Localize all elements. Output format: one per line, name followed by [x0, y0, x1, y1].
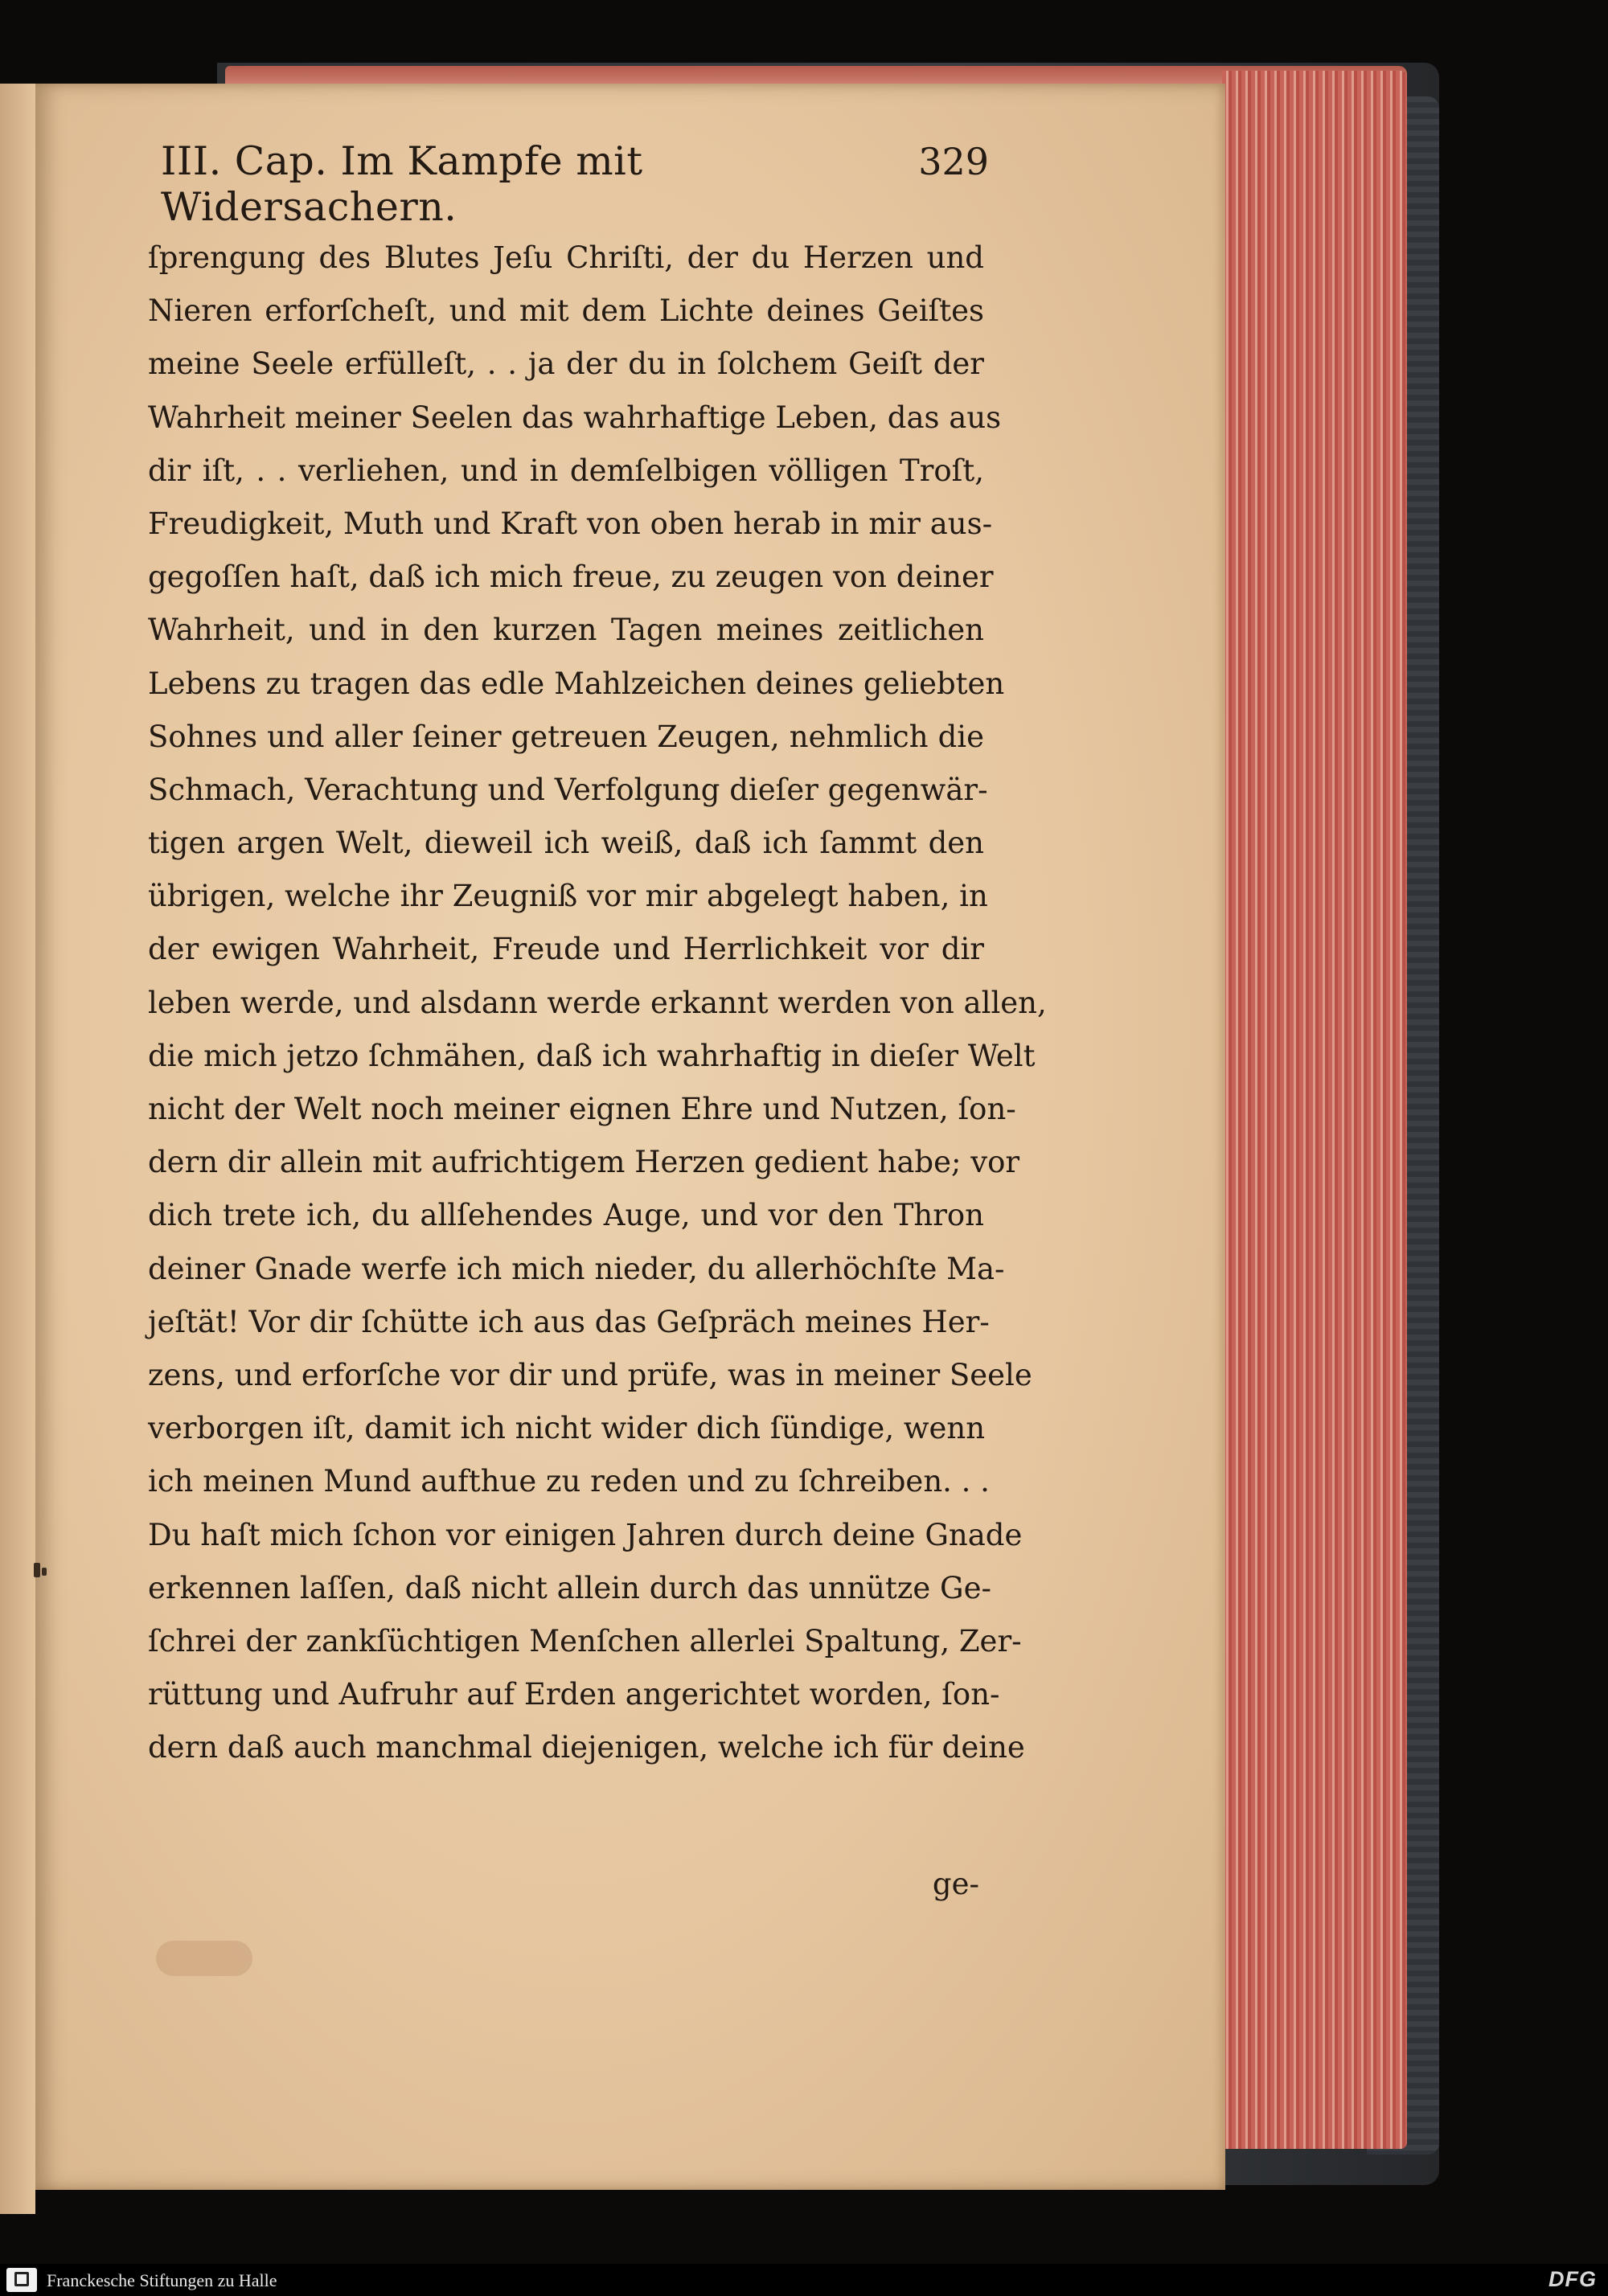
body-text — [148, 232, 1047, 1774]
text-line: Schmach, Verachtung und Verfolgung dieſer gegenwär- — [148, 772, 988, 807]
text-line: zens, und erforſche vor dir und prüfe, was in meiner Seele — [148, 1357, 1032, 1392]
dfg-logo: DFG — [1549, 2267, 1597, 2291]
text-line: die mich jetzo ſchmähen, daß ich wahrhaftig in dieſer Welt — [148, 1038, 1036, 1073]
text-line: verborgen iſt, damit ich nicht wider dich ſündige, wenn — [148, 1411, 986, 1446]
text-line: ſprengung des Blutes Jeſu Chriſti, der du Herzen und — [148, 240, 984, 275]
text-line: dich trete ich, du allſehendes Auge, und vor den Thron — [148, 1198, 984, 1233]
text-line: leben werde, und alsdann werde erkannt werden von allen, — [148, 985, 1047, 1020]
page-number: 329 — [918, 140, 989, 183]
text-line: erkennen laſſen, daß nicht allein durch das unnütze Ge- — [148, 1570, 991, 1605]
footer-bar — [0, 2264, 1608, 2296]
text-line: tigen argen Welt, dieweil ich weiß, daß ich ſammt den — [148, 826, 984, 861]
text-line: Nieren erforſcheſt, und mit dem Lichte deines Geiſtes — [148, 293, 984, 329]
text-line: dern daß auch manchmal diejenigen, welche ich für deine — [148, 1730, 1025, 1765]
institution-name: Franckesche Stiftungen zu Halle — [47, 2270, 277, 2290]
red-page-edges — [1222, 71, 1407, 2149]
text-line: ich meinen Mund aufthue zu reden und zu ſchreiben. . . — [148, 1464, 990, 1499]
text-line: Du haſt mich ſchon vor einigen Jahren durch deine Gnade — [148, 1517, 1023, 1552]
institution-logo-icon — [6, 2268, 37, 2292]
text-line: nicht der Welt noch meiner eignen Ehre und Nutzen, ſon- — [148, 1092, 1016, 1126]
text-line: deiner Gnade werfe ich mich nieder, du allerhöchſte Ma- — [148, 1251, 1005, 1286]
margin-mark — [42, 1568, 47, 1576]
catchword: ge- — [932, 1867, 979, 1901]
text-line: dern dir allein mit aufrichtigem Herzen gedient habe; vor — [148, 1145, 1020, 1180]
left-page-edge — [0, 84, 35, 2214]
text-line: meine Seele erfülleſt, . . ja der du in ſolchem Geiſt der — [148, 346, 984, 382]
text-line: dir iſt, . . verliehen, und in demſelbigen völligen Troſt, — [148, 453, 984, 488]
page-header — [161, 138, 989, 230]
text-line: der ewigen Wahrheit, Freude und Herrlichkeit vor dir — [148, 932, 984, 967]
paper-stain — [156, 1941, 252, 1976]
text-line: Wahrheit, und in den kurzen Tagen meines zeitlichen — [148, 613, 984, 648]
text-line: Sohnes und aller ſeiner getreuen Zeugen, nehmlich die — [148, 719, 984, 754]
text-line: jeſtät! Vor dir ſchütte ich aus das Geſpräch meines Her- — [148, 1304, 990, 1339]
text-line: gegoſſen haſt, daß ich mich freue, zu zeugen von deiner — [148, 560, 994, 595]
text-line: Lebens zu tragen das edle Mahlzeichen deines geliebten — [148, 666, 1005, 701]
text-line: ſchrei der zankſüchtigen Menſchen allerlei Spaltung, Zer- — [148, 1623, 1022, 1658]
text-line: rüttung und Aufruhr auf Erden angerichtet worden, ſon- — [148, 1677, 1000, 1712]
text-line: übrigen, welche ihr Zeugniß vor mir abgelegt haben, in — [148, 879, 988, 914]
text-line: Freudigkeit, Muth und Kraft von oben herab in mir aus- — [148, 506, 993, 541]
running-head: III. Cap. Im Kampfe mit Widersachern. — [161, 138, 643, 230]
text-line: Wahrheit meiner Seelen das wahrhaftige Leben, das aus — [148, 400, 1002, 435]
margin-mark — [34, 1563, 40, 1577]
